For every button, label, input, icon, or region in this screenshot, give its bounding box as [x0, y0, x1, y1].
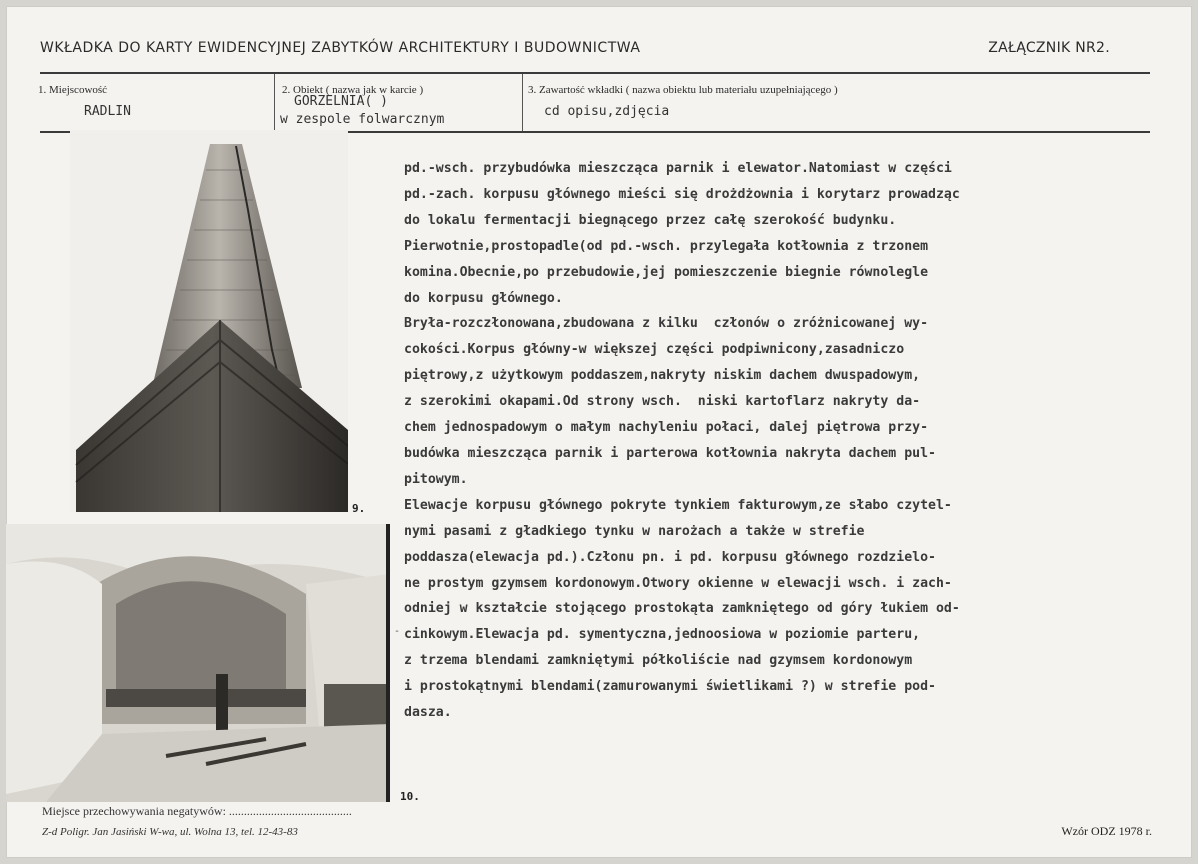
description-text	[404, 156, 1124, 726]
description-line: cokości.Korpus główny-w większej części podpiwnicony,zasadniczo	[404, 342, 905, 358]
description-line: pitowym.	[404, 471, 468, 487]
contents-label: 3. Zawartość wkładki ( nazwa obiektu lub materiału uzupełniającego )	[528, 84, 838, 96]
photo-number-10: 10.	[400, 790, 420, 803]
negatives-storage-label: Miejsce przechowywania negatywów: .........................................	[42, 804, 352, 818]
field-divider	[274, 74, 275, 132]
locality-value: RADLIN	[84, 104, 131, 119]
record-sheet	[6, 6, 1192, 858]
object-label: 2. Obiekt ( nazwa jak w karcie )	[282, 84, 424, 96]
description-line: poddasza(elewacja pd.).Członu pn. i pd. korpusu głównego rozdzielo-	[404, 549, 936, 565]
form-title: WKŁADKA DO KARTY EWIDENCYJNEJ ZABYTKÓW ARCHITEKTURY I BUDOWNICTWA	[40, 40, 641, 56]
description-line: budówka mieszcząca parnik i parterowa kotłownia nakryta dachem pul-	[404, 445, 936, 461]
object-value-line2: w zespole folwarcznym	[280, 112, 445, 127]
description-line: do korpusu głównego.	[404, 290, 563, 306]
contents-value: cd opisu,zdjęcia	[544, 104, 670, 119]
description-line: pd.-wsch. przybudówka mieszcząca parnik i elewator.Natomiast w części	[404, 161, 952, 176]
header-rule-top	[40, 72, 1150, 74]
description-line: Elewacje korpusu głównego pokryte tynkiem fakturowym,ze słabo czytel-	[404, 497, 952, 513]
locality-label: 1. Miejscowość	[38, 84, 108, 96]
description-line: pd.-zach. korpusu głównego mieści się drożdżownia i korytarz prowadząc	[404, 186, 960, 202]
description-line: i prostokątnymi blendami(zamurowanymi świetlikami ?) w strefie pod-	[404, 679, 936, 695]
description-line: piętrowy,z użytkowym poddaszem,nakryty niskim dachem dwuspadowym,	[404, 368, 921, 384]
description-line: z trzema blendami zamkniętymi półkoliście nad gzymsem kordonowym	[404, 653, 913, 669]
annex-number: ZAŁĄCZNIK NR2.	[988, 40, 1110, 56]
photo-number-9: 9.	[352, 502, 366, 515]
printer-imprint: Z-d Poligr. Jan Jasiński W-wa, ul. Wolna 13, tel. 12-43-83	[42, 826, 298, 838]
description-line: odniej w kształcie stojącego prostokąta zamkniętego od góry łukiem od-	[404, 601, 960, 617]
margin-tick: -	[394, 626, 401, 637]
field-divider	[522, 74, 523, 132]
chimney-photo	[70, 130, 348, 512]
description-line: do lokalu fermentacji biegnącego przez całę szerokość budynku.	[404, 212, 897, 228]
object-value-line1: GORZELNIA( )	[294, 94, 388, 109]
description-line: cinkowym.Elewacja pd. symentyczna,jednoosiowa w poziomie parteru,	[404, 627, 921, 643]
form-version: Wzór ODZ 1978 r.	[1061, 824, 1152, 838]
description-line: ne prostym gzymsem kordonowym.Otwory okienne w elewacji wsch. i zach-	[404, 575, 952, 591]
description-line: dasza.	[404, 705, 452, 721]
description-line: komina.Obecnie,po przebudowie,jej pomieszczenie biegnie równolegle	[404, 264, 929, 280]
description-line: nymi pasami z gładkiego tynku w narożach a także w strefie	[404, 523, 865, 539]
description-line: Bryła-rozczłonowana,zbudowana z kilku członów o zróżnicowanej wy-	[404, 316, 929, 332]
description-line: z szerokimi okapami.Od strony wsch. niski kartoflarz nakryty da-	[404, 394, 921, 410]
description-line: Pierwotnie,prostopadle(od pd.-wsch. przylegała kotłownia z trzonem	[404, 238, 929, 254]
description-line: chem jednospadowym o małym nachyleniu połaci, dalej piętrowa przy-	[404, 420, 929, 436]
vaulted-cellar-photo	[6, 524, 390, 802]
